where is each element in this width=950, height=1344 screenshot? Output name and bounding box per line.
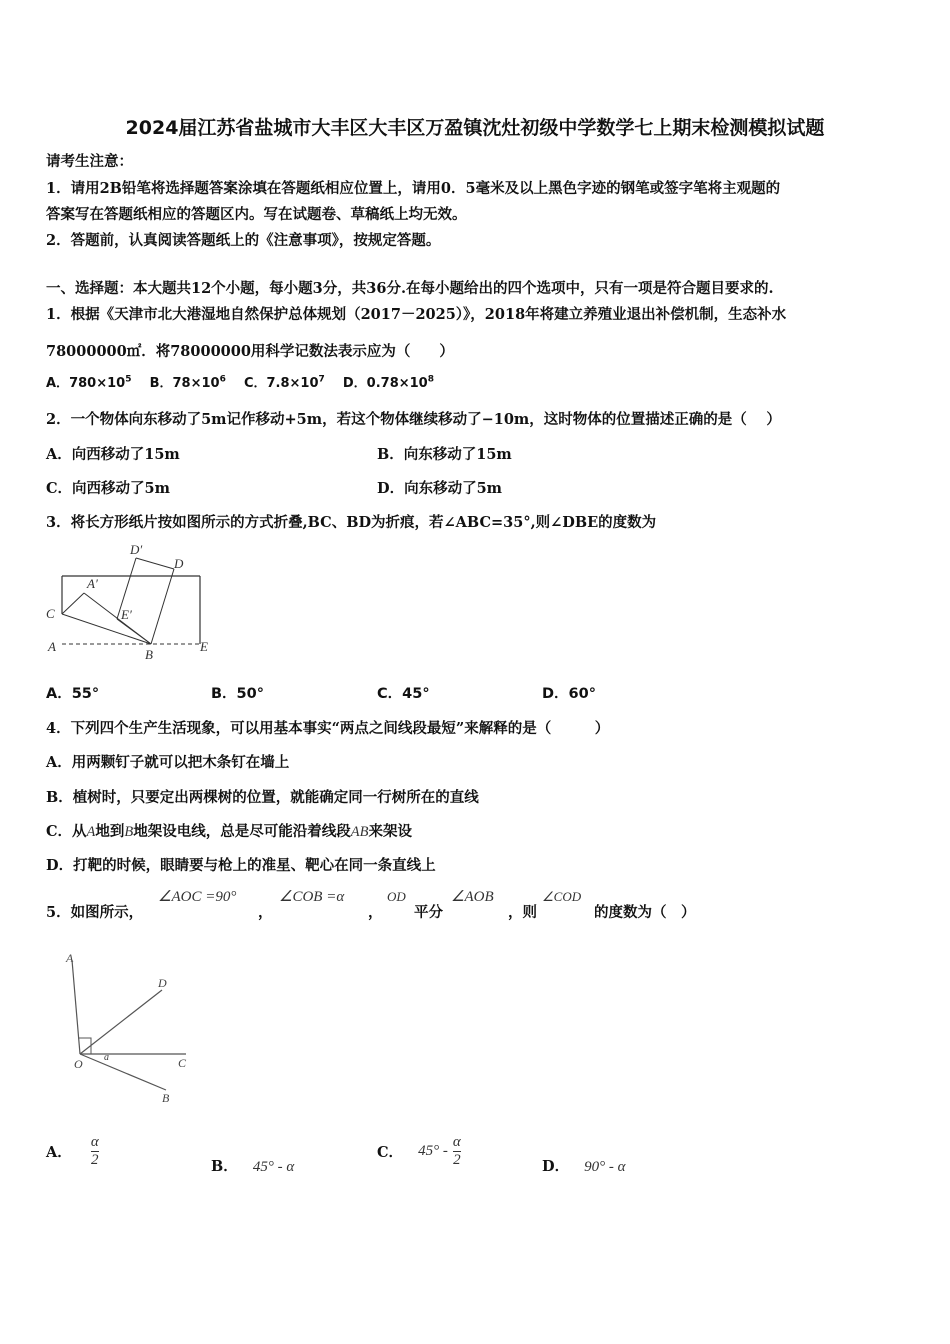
q3-option-b[interactable]: B．50°	[211, 686, 264, 702]
q5-expr-aoc: ∠AOC =90°	[158, 889, 237, 905]
fig-label-d-prime: D′	[130, 542, 143, 557]
q1-line1: 1．根据《天津市北大港湿地自然保护总体规划（2017－2025）》，2018年将建立养殖业退出补偿机制，生态补水	[46, 306, 787, 323]
q4-option-b[interactable]: B．植树时，只要定出两棵树的位置，就能确定同一行树所在的直线	[46, 789, 479, 806]
q5-option-d[interactable]: D． 90° - α	[542, 1158, 626, 1175]
q3-option-a[interactable]: A．55°	[46, 686, 100, 702]
fig-label-e-prime: E′	[121, 607, 132, 622]
q1-option-c[interactable]: C．$7.8\times 10^7$	[243, 374, 325, 391]
fig5-label-a: A	[66, 951, 74, 965]
fig5-label-c: C	[178, 1056, 187, 1070]
q2-option-b[interactable]: B．向东移动了15m	[377, 446, 512, 463]
fig-label-a-prime: A′	[87, 576, 98, 591]
notice-heading: 请考生注意：	[46, 153, 133, 170]
q5-expr-cob: ∠COB =α	[279, 889, 345, 905]
q5-sep1: ，	[258, 904, 273, 921]
q2-option-d[interactable]: D．向东移动了5m	[377, 480, 503, 497]
q1-options	[46, 372, 434, 391]
q4-option-a[interactable]: A．用两颗钉子就可以把木条钉在墙上	[46, 754, 290, 771]
q5-option-b[interactable]: B． 45° - α	[211, 1158, 295, 1175]
q4-option-d[interactable]: D．打靶的时候，眼睛要与枪上的准星、靶心在同一条直线上	[46, 857, 436, 874]
fig-label-d: D	[174, 556, 184, 571]
q5-option-a[interactable]: A． $\frac{\alpha}{2}$	[46, 1134, 99, 1168]
q5-angle-figure	[58, 950, 198, 1110]
q4-stem: 4．下列四个生产生活现象，可以用基本事实“两点之间线段最短”来解释的是（ ）	[46, 720, 610, 737]
page-title: 2024届江苏省盐城市大丰区大丰区万盈镇沈灶初级中学数学七上期末检测模拟试题	[125, 117, 825, 139]
q2-option-c[interactable]: C．向西移动了5m	[46, 480, 170, 497]
q3-option-c[interactable]: C．45°	[377, 686, 430, 702]
q5-option-c[interactable]: C． $45^\circ - \frac{\alpha}{2}$	[377, 1134, 461, 1168]
q3-folding-figure	[40, 538, 225, 663]
notice-line1a: 1．请用2B铅笔将选择题答案涂填在答题纸相应位置上，请用0．5毫米及以上黑色字迹的钢笔或签字笔将主观题的	[46, 180, 781, 197]
notice-line2: 2．答题前，认真阅读答题纸上的《注意事项》，按规定答题。	[46, 232, 441, 249]
q5-mid: 平分	[414, 904, 443, 921]
fig5-label-alpha: a	[104, 1052, 109, 1063]
q4-option-c[interactable]: C．从A地到B地架设电线，总是尽可能沿着线段AB来架设	[46, 823, 412, 840]
fig5-label-o: O	[74, 1057, 83, 1071]
q5-stem-post: 的度数为（ ）	[594, 904, 696, 921]
q5-stem-pre: 5．如图所示，	[46, 904, 144, 921]
q2-stem: 2．一个物体向东移动了5m记作移动+5m，若这个物体继续移动了−10m，这时物体的位置描述正确的是（ ）	[46, 411, 781, 428]
q5-expr-cod: ∠COD	[542, 889, 582, 904]
section-heading: 一、选择题：本大题共12个小题，每小题3分，共36分.在每小题给出的四个选项中，只有一项是符合题目要求的.	[46, 280, 774, 297]
fig5-label-d: D	[158, 976, 167, 990]
fig-label-a: A	[48, 639, 56, 654]
q5-a-fraction: $\frac{\alpha}{2}$	[90, 1134, 99, 1168]
q3-stem: 3．将长方形纸片按如图所示的方式折叠,BC、BD为折痕，若∠ABC=35°,则∠DBE的度数为	[46, 514, 657, 531]
q1-option-d[interactable]: D．$0.78\times 10^8$	[342, 374, 434, 391]
notice-line1b: 答案写在答题纸相应的答题区内。写在试题卷、草稿纸上均无效。	[46, 206, 467, 223]
fig5-label-b: B	[162, 1091, 170, 1105]
fig-label-c: C	[46, 606, 55, 621]
q5-c-fraction: $\frac{\alpha}{2}$	[452, 1134, 461, 1168]
q1-option-b[interactable]: B．$78\times 10^6$	[149, 374, 226, 391]
q5-sep3: ，则	[508, 904, 537, 921]
fig-label-e: E	[200, 639, 208, 654]
q3-option-d[interactable]: D．60°	[542, 686, 596, 702]
q1-option-a[interactable]: A．$780\times 10^5$	[46, 374, 132, 391]
q5-expr-aob: ∠AOB	[451, 889, 494, 905]
q1-line2: 78000000㎡．将78000000用科学记数法表示应为（ ）	[46, 343, 454, 360]
q5-sep2: ，	[368, 904, 383, 921]
fig-label-b: B	[145, 647, 153, 662]
q5-expr-od: OD	[387, 889, 406, 904]
q2-option-a[interactable]: A．向西移动了15m	[46, 446, 180, 463]
